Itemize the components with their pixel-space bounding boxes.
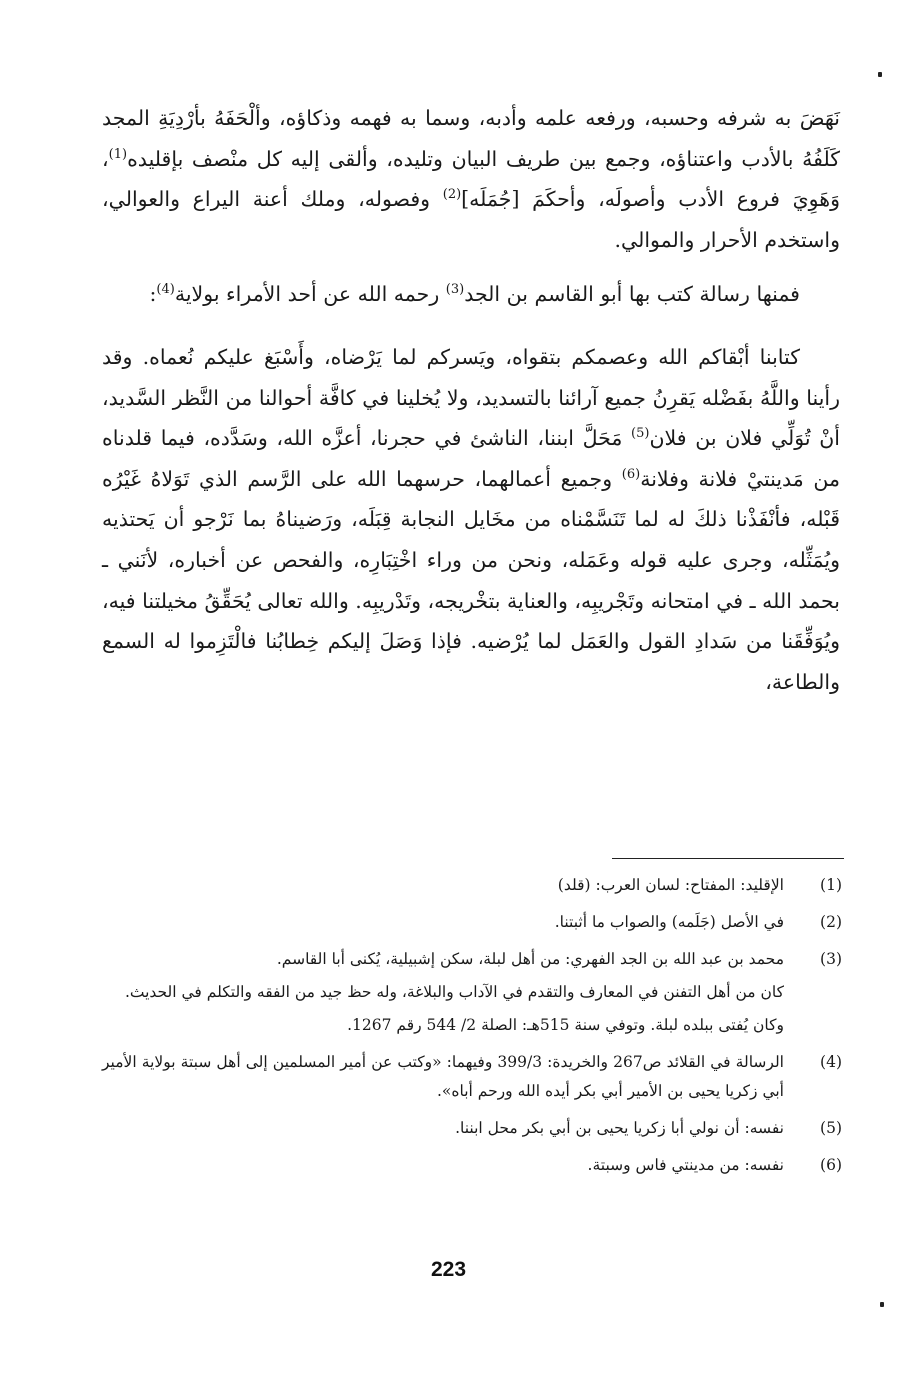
- footnote-4: [102, 1048, 844, 1106]
- footnote-line: نفسه: من مدينتي فاس وسبتة.: [587, 1156, 784, 1174]
- footnote-body: [102, 1151, 784, 1180]
- footnote-number: (4): [820, 1053, 842, 1071]
- footnote-number: (5): [820, 1119, 842, 1137]
- footnote-3: [102, 945, 844, 1040]
- paragraph-3-text: كتابنا أبْقاكم الله وعصمكم بتقواه، ويَسركم لما يَرْضاه، وأَسْبَغ عليكم نُعماه. وقد رأينا واللَّهُ بفَضْله يَقرِنُ جميع آرائنا بالتسديد، ولا يُخلينا في كافَّة أحوالنا من النَّظر السَّديد، أنْ تُوَلِّي فلان بن فلان: [102, 344, 840, 451]
- footnote-number: (2): [820, 913, 842, 931]
- paragraph-3-text-c: وجميع أعمالهما، حرسهما الله على الرَّسم الذي تَوَلاهُ غَيْرُه قَبْله، فأنْفَذْنا ذلكَ له لما تَنَسَّمْناه من مخَايل النجابة قِبَلَه، ورَضيناهُ بما نَرْجو أن يَحتذيه ويُمَثِّله، وجرى عليه قوله وعَمَله، ونحن من وراء اخْتِبَارِه، والفحص عن أخباره، لأنَني ـ بحمد الله ـ في امتحانه وتَجْريبِه، والعناية بتخْريجه، وتَدْريبِه. والله تعالى يُحَقِّقُ مخيلتنا فيه، ويُوَفِّقَنا من سَدادِ القول والعَمَل لما يُرْضيه. فإذا وَصَلَ إليكم خِطابُنا فالْتَزِموا له السمع والطاعة،: [102, 466, 840, 694]
- footnote-number: (1): [820, 876, 842, 894]
- paragraph-2-text-b: رحمه الله عن أحد الأمراء بولاية: [174, 282, 446, 307]
- paragraph-1-text-b: ، وَهَوِيَ فروع الأدب وأصولَه، وأحكَمَ [جُمَلَه]: [102, 146, 840, 212]
- footnote-5: [102, 1114, 844, 1143]
- margin-mark-bottom: [880, 1302, 884, 1307]
- footnote-body: [102, 871, 784, 900]
- footnote-line: الرسالة في القلائد ص267 والخريدة: 399/3 وفيهما: «وكتب عن أمير المسلمين إلى أهل سبتة بولاية الأمير أبي زكريا يحيى بن الأمير أبي بكر أيده الله ورحم أباه».: [102, 1053, 784, 1100]
- footnote-line: نفسه: أن نولي أبا زكريا يحيى بن أبي بكر محل ابننا.: [455, 1119, 784, 1137]
- paragraph-3-text-b: مَحَلَّ ابننا، الناشئ في حجرنا، أعزَّه الله، وسَدَّده، فيما قلدناه من مَدينتيْ فلانة وفلانة: [102, 426, 840, 491]
- footnote-ref-1[interactable]: (1): [108, 146, 128, 162]
- footnote-1: [102, 871, 844, 900]
- paragraph-2-text-c: :: [149, 282, 157, 307]
- paragraph-1-text: نَهَضَ به شرفه وحسبه، ورفعه علمه وأدبه، وسما به فهمه وذكاؤه، وألْحَفَهُ بأرْدِيَةِ المجد كَلَفُهُ بالأدب واعتناؤه، وجمع بين طريف البيان وتليده، وألقى إليه كل منْصف بإقليده: [102, 106, 840, 171]
- paragraph-2-text: فمنها رسالة كتب بها أبو القاسم بن الجد: [464, 282, 800, 307]
- footnote-2: [102, 908, 844, 937]
- footnote-line: محمد بن عبد الله بن الجد الفهري: من أهل لبلة، سكن إشبيلية، يُكنى أبا القاسم.: [276, 950, 784, 968]
- footnote-body: [102, 945, 784, 1040]
- paragraph-3: [102, 337, 840, 702]
- footnote-body: [102, 908, 784, 937]
- body-text: [102, 98, 840, 702]
- footnote-line: وكان يُفتى ببلده لبلة. وتوفي سنة 515هـ: الصلة 2/ 544 رقم 1267.: [347, 1016, 784, 1034]
- footnote-line: كان من أهل التفنن في المعارف والتقدم في الآداب والبلاغة، وله حظ جيد من الفقه والتكلم في الحديث.: [124, 983, 784, 1001]
- footnote-ref-5[interactable]: (5): [631, 426, 650, 442]
- footnote-ref-4[interactable]: (4): [156, 282, 175, 298]
- footnote-6: [102, 1151, 844, 1180]
- paragraph-2: [102, 274, 840, 315]
- footnotes: [102, 871, 844, 1188]
- footnote-line: الإقليد: المفتاح: لسان العرب: (قلد): [557, 876, 784, 894]
- margin-mark-top: [878, 72, 882, 77]
- footnote-body: [102, 1114, 784, 1143]
- paragraph-1-text-c: وفصوله، وملك أعنة اليراع والعوالي، واستخدم الأحرار والموالي.: [102, 187, 840, 252]
- footnote-number: (6): [820, 1156, 842, 1174]
- footnote-body: [102, 1048, 784, 1106]
- paragraph-1: [102, 98, 840, 260]
- page-number: 223: [430, 1258, 467, 1281]
- footnote-ref-3[interactable]: (3): [445, 282, 465, 298]
- footnote-line: في الأصل (جَلَمه) والصواب ما أثبتنا.: [554, 913, 784, 931]
- footnote-ref-2[interactable]: (2): [442, 187, 462, 203]
- footnote-number: (3): [820, 950, 842, 968]
- footnote-ref-6[interactable]: (6): [621, 466, 641, 482]
- footnote-divider: [612, 858, 844, 859]
